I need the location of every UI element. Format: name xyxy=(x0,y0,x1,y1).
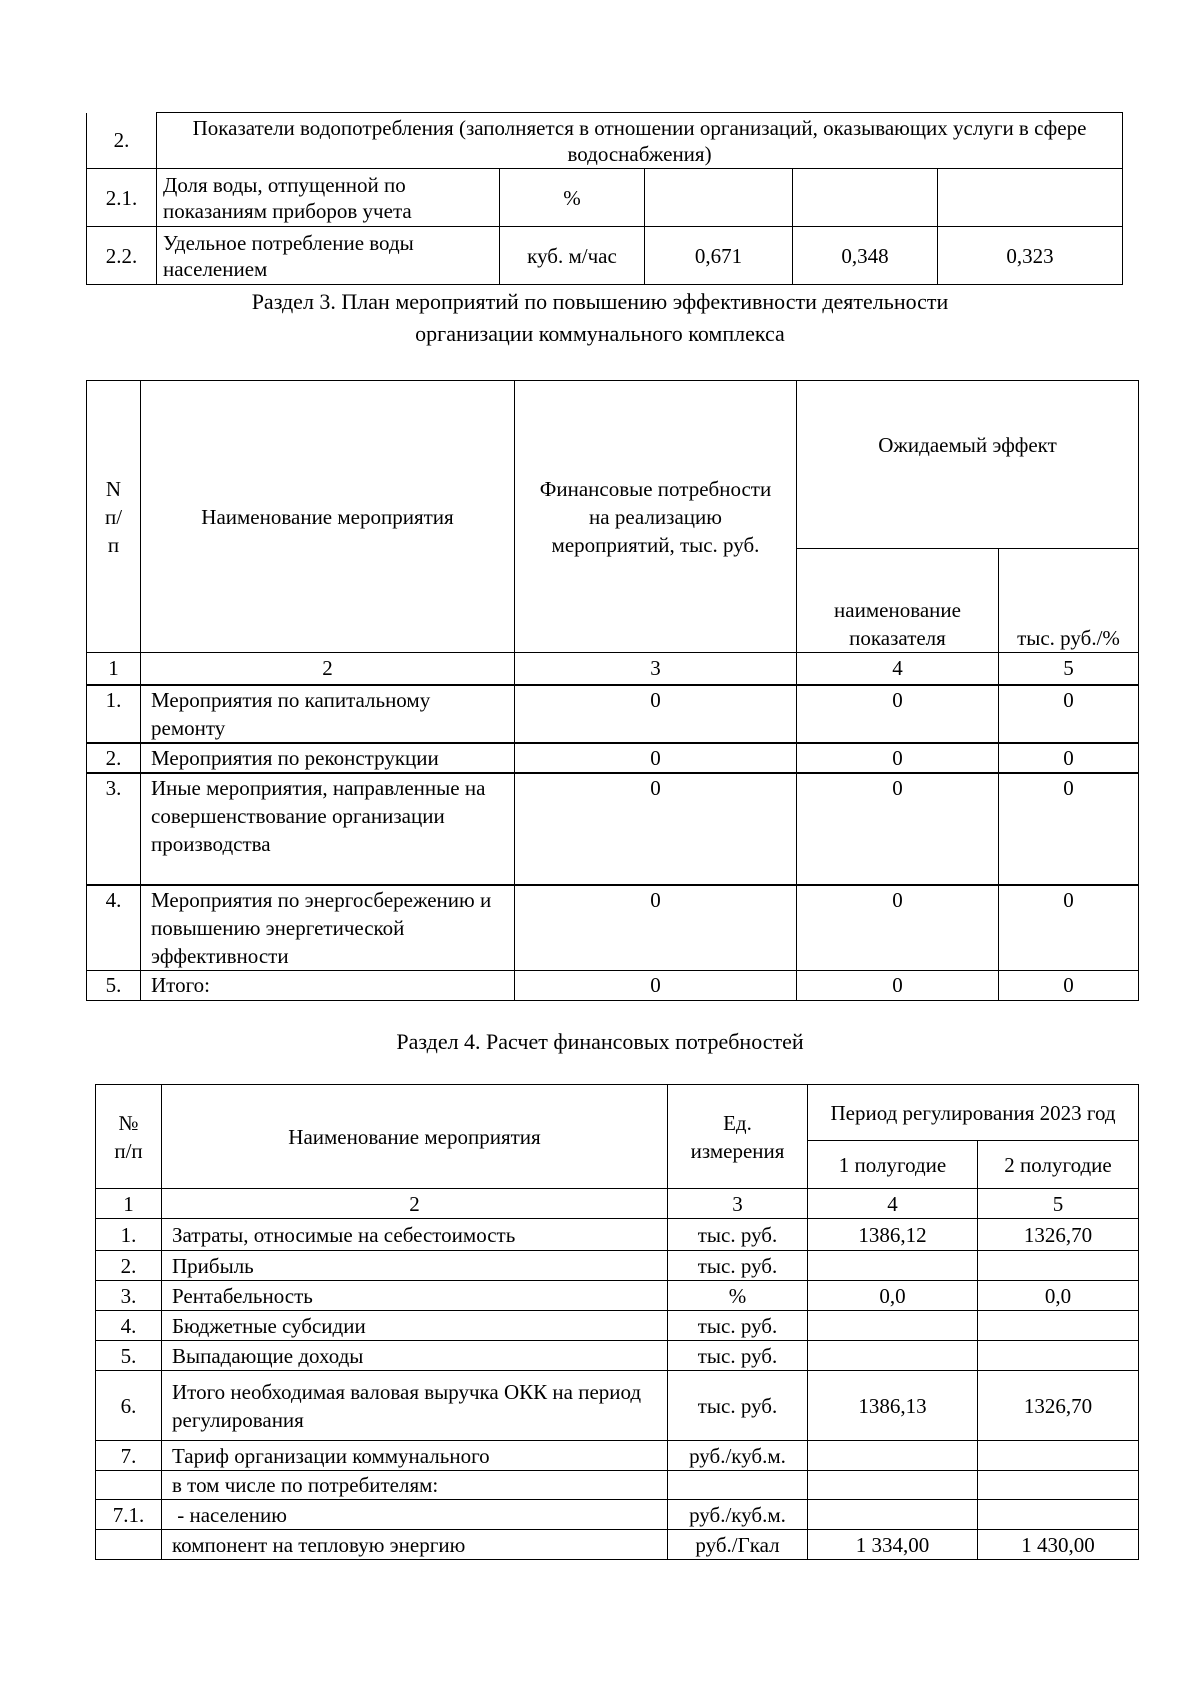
header-unit: Ед. измерения xyxy=(668,1085,808,1189)
item-name: в том числе по потребителям: xyxy=(162,1471,668,1500)
item-name: Затраты, относимые на себестоимость xyxy=(162,1219,668,1251)
half1-value: 0,0 xyxy=(808,1281,978,1311)
effect-value: 0 xyxy=(999,970,1139,1000)
unit-cell: тыс. руб. xyxy=(668,1311,808,1341)
header-finance: Финансовые потребности на реализацию мероприятий, тыс. руб. xyxy=(515,381,797,653)
unit-cell: руб./куб.м. xyxy=(668,1441,808,1471)
col-number: 4 xyxy=(808,1189,978,1219)
item-name: компонент на тепловую энергию xyxy=(162,1530,668,1560)
half2-value xyxy=(978,1251,1139,1281)
measure-name: Итого: xyxy=(141,970,515,1000)
measure-name: Иные мероприятия, направленные на совершенствование организации производства xyxy=(141,773,515,885)
row-number: 3. xyxy=(87,773,141,885)
col-number: 1 xyxy=(96,1189,162,1219)
indicator-value: 0 xyxy=(797,743,999,773)
item-name: Бюджетные субсидии xyxy=(162,1311,668,1341)
col-number: 3 xyxy=(515,653,797,685)
row-number: 1. xyxy=(87,685,141,743)
half2-value xyxy=(978,1441,1139,1471)
value-cell xyxy=(793,169,938,227)
header-indicator: наименование показателя xyxy=(797,549,999,653)
financial-needs-table xyxy=(95,1084,1139,1560)
half1-value xyxy=(808,1251,978,1281)
measure-name: Мероприятия по энергосбережению и повышению энергетической эффективности xyxy=(141,885,515,971)
finance-value: 0 xyxy=(515,685,797,743)
row-number: 5. xyxy=(96,1341,162,1371)
row-number: 2. xyxy=(87,743,141,773)
indicator-value: 0 xyxy=(797,685,999,743)
row-number: 2.1. xyxy=(87,169,157,227)
value-cell: 0,323 xyxy=(938,227,1123,285)
section-heading: Показатели водопотребления (заполняется в отношении организаций, оказывающих услуги в сфере водоснабжения) xyxy=(157,113,1123,169)
col-number: 5 xyxy=(999,653,1139,685)
header-period: Период регулирования 2023 год xyxy=(808,1085,1139,1141)
item-name: Прибыль xyxy=(162,1251,668,1281)
row-number: 5. xyxy=(87,970,141,1000)
row-number: 2. xyxy=(96,1251,162,1281)
half2-value xyxy=(978,1500,1139,1530)
finance-value: 0 xyxy=(515,773,797,885)
row-number xyxy=(96,1471,162,1500)
row-number: 7. xyxy=(96,1441,162,1471)
unit-cell: тыс. руб. xyxy=(668,1341,808,1371)
unit-cell: тыс. руб. xyxy=(668,1251,808,1281)
value-cell: 0,671 xyxy=(645,227,793,285)
section4-title: Раздел 4. Расчет финансовых потребностей xyxy=(396,1029,804,1054)
half1-value: 1386,12 xyxy=(808,1219,978,1251)
effect-value: 0 xyxy=(999,743,1139,773)
row-number: 4. xyxy=(87,885,141,971)
header-half1: 1 полугодие xyxy=(808,1141,978,1189)
unit-cell: % xyxy=(668,1281,808,1311)
unit-cell: руб./куб.м. xyxy=(668,1500,808,1530)
item-name: Итого необходимая валовая выручка ОКК на период регулирования xyxy=(162,1371,668,1441)
measure-name: Мероприятия по реконструкции xyxy=(141,743,515,773)
half1-value: 1 334,00 xyxy=(808,1530,978,1560)
row-number: 4. xyxy=(96,1311,162,1341)
value-cell: 0,348 xyxy=(793,227,938,285)
finance-value: 0 xyxy=(515,743,797,773)
water-consumption-table xyxy=(86,112,1123,285)
header-effect: Ожидаемый эффект xyxy=(797,381,1139,549)
row-number: 3. xyxy=(96,1281,162,1311)
unit-cell: куб. м/час xyxy=(500,227,645,285)
value-cell xyxy=(645,169,793,227)
indicator-value: 0 xyxy=(797,970,999,1000)
half2-value: 1 430,00 xyxy=(978,1530,1139,1560)
indicator-value: 0 xyxy=(797,885,999,971)
finance-value: 0 xyxy=(515,970,797,1000)
row-number: 1. xyxy=(96,1219,162,1251)
row-number: 2.2. xyxy=(87,227,157,285)
col-number: 1 xyxy=(87,653,141,685)
col-number: 2 xyxy=(162,1189,668,1219)
header-name: Наименование мероприятия xyxy=(162,1085,668,1189)
item-name: - населению xyxy=(162,1500,668,1530)
half1-value xyxy=(808,1341,978,1371)
row-number: 6. xyxy=(96,1371,162,1441)
value-cell xyxy=(938,169,1123,227)
header-half2: 2 полугодие xyxy=(978,1141,1139,1189)
half1-value: 1386,13 xyxy=(808,1371,978,1441)
unit-cell: руб./Гкал xyxy=(668,1530,808,1560)
col-number: 2 xyxy=(141,653,515,685)
header-num: N п/ п xyxy=(87,381,141,653)
half2-value: 0,0 xyxy=(978,1281,1139,1311)
section3-title-line1: Раздел 3. План мероприятий по повышению эффективности деятельности xyxy=(251,289,949,314)
col-number: 3 xyxy=(668,1189,808,1219)
unit-cell: тыс. руб. xyxy=(668,1219,808,1251)
unit-cell: тыс. руб. xyxy=(668,1371,808,1441)
item-name: Рентабельность xyxy=(162,1281,668,1311)
indicator-value: 0 xyxy=(797,773,999,885)
col-number: 4 xyxy=(797,653,999,685)
half1-value xyxy=(808,1471,978,1500)
finance-value: 0 xyxy=(515,885,797,971)
half2-value: 1326,70 xyxy=(978,1371,1139,1441)
row-number: 7.1. xyxy=(96,1500,162,1530)
item-name: Тариф организации коммунального xyxy=(162,1441,668,1471)
indicator-name: Удельное потребление воды населением xyxy=(157,227,500,285)
item-name: Выпадающие доходы xyxy=(162,1341,668,1371)
half2-value xyxy=(978,1471,1139,1500)
effect-value: 0 xyxy=(999,685,1139,743)
header-num: № п/п xyxy=(96,1085,162,1189)
unit-cell: % xyxy=(500,169,645,227)
half1-value xyxy=(808,1500,978,1530)
half2-value xyxy=(978,1311,1139,1341)
effect-value: 0 xyxy=(999,885,1139,971)
half2-value xyxy=(978,1341,1139,1371)
measures-plan-table xyxy=(86,380,1139,1001)
row-number: 2. xyxy=(87,113,157,169)
measure-name: Мероприятия по капитальному ремонту xyxy=(141,685,515,743)
half1-value xyxy=(808,1311,978,1341)
header-name: Наименование мероприятия xyxy=(141,381,515,653)
section3-title-line2: организации коммунального комплекса xyxy=(415,321,785,346)
unit-cell xyxy=(668,1471,808,1500)
effect-value: 0 xyxy=(999,773,1139,885)
half1-value xyxy=(808,1441,978,1471)
indicator-name: Доля воды, отпущенной по показаниям приборов учета xyxy=(157,169,500,227)
header-value: тыс. руб./% xyxy=(999,549,1139,653)
col-number: 5 xyxy=(978,1189,1139,1219)
half2-value: 1326,70 xyxy=(978,1219,1139,1251)
row-number xyxy=(96,1530,162,1560)
